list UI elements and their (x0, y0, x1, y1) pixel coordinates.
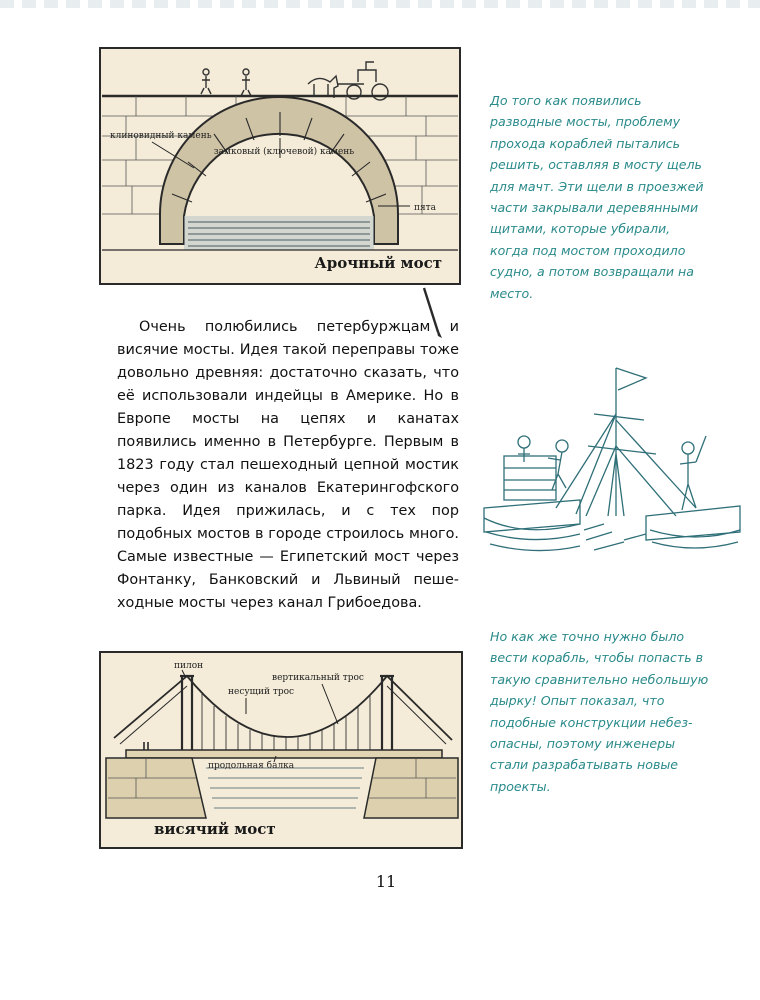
arch-label-heel: пята (414, 203, 437, 213)
susp-label-cable: несущий трос (228, 687, 295, 697)
suspension-caption: висячий мост (154, 820, 276, 838)
ship-mast-illustration (474, 350, 750, 580)
arch-caption: Арочный мост (314, 254, 442, 272)
svg-text:висячий мост (154, 820, 276, 838)
arch-bridge-illustration (96, 44, 466, 340)
svg-text:вертикальный трос (272, 673, 364, 683)
arch-label-key: замковый (ключевой) камень (213, 147, 355, 157)
svg-text:Арочный мост (314, 254, 442, 272)
svg-text:пята (414, 203, 437, 213)
side-note-drawbridges: До того как появились разводные мосты, проблему прохода кораблей пытались решить, оставляя в мосту щель для мачт. Эти щели в проезжей части закрывали деревянными щитами, которые убирали, когда под мостом проходило судно, а потом возвращали на место. (490, 93, 704, 301)
arch-label-wedge: клиновидный камень (110, 131, 212, 141)
svg-text:замковый (ключевой) камень (214, 146, 355, 157)
main-body-text: Очень полюбились петербуржцам и висячие мосты. Идея такой переправы тоже довольно древняя: достаточно сказать, что её использовали индейцы в Америке. Но в Европе мосты на цепях и канатах появились именно в Петербурге. Первым в 1823 году стал пешеходный цепной мостик через один из каналов Екатерингофского парка. Идея прижилась, и с тех пор подобных мостов в городе строилось много. Самые известные — Египетский мост через Фонтанку, Банковский и Львиный пешеходные мосты через канал Грибоедова. (117, 319, 459, 611)
svg-text:продольная балка (208, 760, 295, 771)
svg-text:пилон (174, 661, 203, 671)
susp-label-vertical: вертикальный трос (272, 673, 364, 683)
arch-bridge-figure (96, 44, 466, 340)
suspension-bridge-figure (96, 648, 468, 852)
svg-text:несущий трос (228, 687, 294, 697)
svg-text:клиновидный камень (110, 131, 212, 141)
ship-illustration-figure (474, 350, 750, 580)
page-top-edge (0, 0, 760, 8)
susp-label-pylon: пилон (174, 661, 204, 671)
side-note-ship-passage: Но как же точно нужно было вести корабль, чтобы попасть в такую сравнительно небольшую дырку! Опыт показал, что подобные конструкции небезопасны, поэтому инженеры стали разрабатывать новые проекты. (490, 629, 709, 794)
susp-label-beam: продольная балка (208, 761, 295, 771)
page-number: 11 (375, 872, 397, 891)
suspension-bridge-illustration (96, 648, 468, 852)
